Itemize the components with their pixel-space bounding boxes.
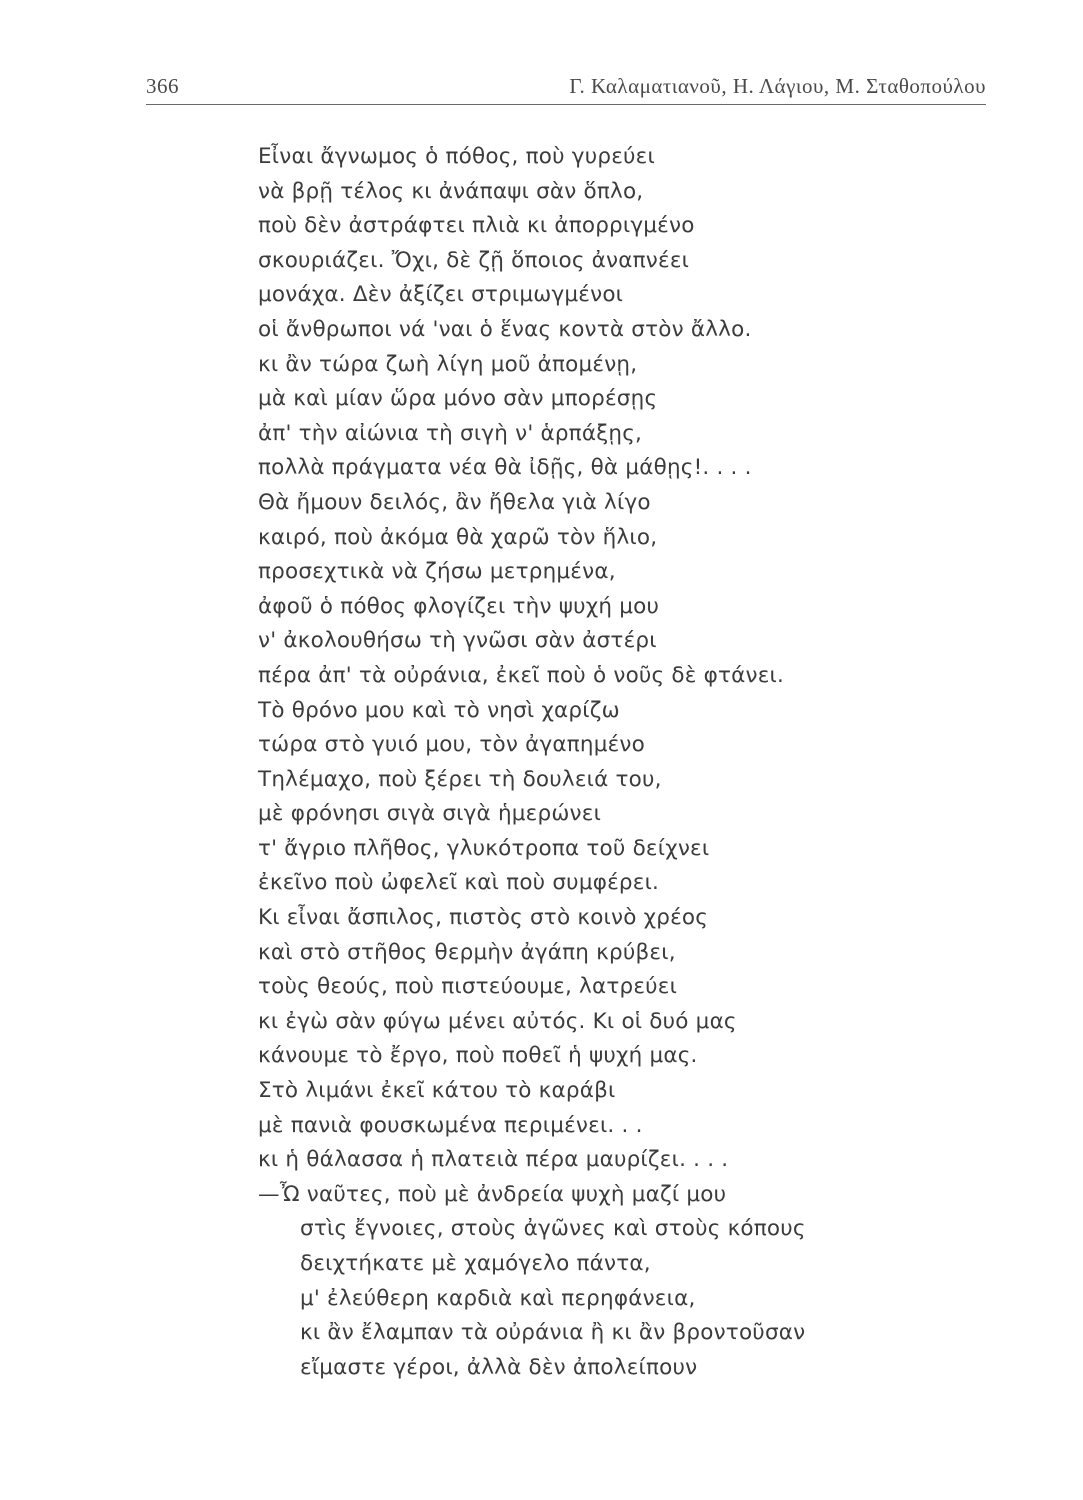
poem-line: κι ἐγὼ σὰν φύγω μένει αὐτός. Κι οἱ δυό μας xyxy=(258,1008,737,1034)
poem-line: Κι εἶναι ἄσπιλος, πιστὸς στὸ κοινὸ χρέος xyxy=(258,905,709,931)
poem-line: ἀπ' τὴν αἰώνια τὴ σιγὴ ν' ἁρπάξῃς, xyxy=(258,420,643,446)
poem-line: δειχτήκατε μὲ χαμόγελο πάντα, xyxy=(300,1251,651,1276)
poem-line: πέρα ἀπ' τὰ οὐράνια, ἐκεῖ ποὺ ὁ νοῦς δὲ φτάνει. xyxy=(258,662,785,688)
page-number: 366 xyxy=(146,74,179,98)
running-head: Γ. Καλαματιανοῦ, Η. Λάγιου, Μ. Σταθοπούλου xyxy=(569,74,986,98)
header-rule xyxy=(146,104,986,105)
poem-line: νὰ βρῇ τέλος κι ἀνάπαψι σὰν ὅπλο, xyxy=(258,178,644,204)
poem-line: τώρα στὸ γυιό μου, τὸν ἀγαπημένο xyxy=(258,732,645,758)
poem-line: πολλὰ πράγματα νέα θὰ ἰδῇς, θὰ μάθῃς!. . . . xyxy=(258,455,752,481)
poem-line: κι ἂν ἔλαμπαν τὰ οὐράνια ἢ κι ἂν βροντοῦσαν xyxy=(300,1320,806,1346)
poem-line: μὰ καὶ μίαν ὥρα μόνο σὰν μπορέσῃς xyxy=(258,386,658,412)
poem-line: Τὸ θρόνο μου καὶ τὸ νησὶ χαρίζω xyxy=(258,697,620,723)
poem-line: μονάχα. Δὲν ἀξίζει στριμωγμένοι xyxy=(258,282,624,308)
poem-line: καὶ στὸ στῆθος θερμὴν ἀγάπη κρύβει, xyxy=(258,939,676,965)
poem-line: Θὰ ἤμουν δειλός, ἂν ἤθελα γιὰ λίγο xyxy=(258,489,651,515)
poem-line: μ' ἐλεύθερη καρδιὰ καὶ περηφάνεια, xyxy=(300,1285,696,1311)
page-header xyxy=(146,70,986,110)
poem-line: Εἶναι ἄγνωμος ὁ πόθος, ποὺ γυρεύει xyxy=(258,144,655,169)
poem-line: τ' ἄγριο πλῆθος, γλυκότροπα τοῦ δείχνει xyxy=(258,835,710,861)
poem-line: ν' ἀκολουθήσω τὴ γνῶσι σὰν ἀστέρι xyxy=(258,628,657,654)
poem-line: στὶς ἔγνοιες, στοὺς ἀγῶνες καὶ στοὺς κόπους xyxy=(300,1216,806,1242)
poem-line: ἐκεῖνο ποὺ ὠφελεῖ καὶ ποὺ συμφέρει. xyxy=(258,870,660,896)
poem-line: σκουριάζει. Ὄχι, δὲ ζῇ ὅποιος ἀναπνέει xyxy=(258,247,690,273)
poem-line: καιρό, ποὺ ἀκόμα θὰ χαρῶ τὸν ἥλιο, xyxy=(258,524,658,550)
poem-line: προσεχτικὰ νὰ ζήσω μετρημένα, xyxy=(258,559,616,585)
poem-line: μὲ φρόνησι σιγὰ σιγὰ ἡμερώνει xyxy=(258,801,602,827)
poem-line: κι ἡ θάλασσα ἡ πλατειὰ πέρα μαυρίζει. . . . xyxy=(258,1147,729,1173)
poem-line: οἱ ἄνθρωποι νά 'ναι ὁ ἕνας κοντὰ στὸν ἄλλο. xyxy=(258,316,752,342)
poem-line: κι ἂν τώρα ζωὴ λίγη μοῦ ἀπομένῃ, xyxy=(258,351,638,377)
poem-line: —Ὦ ναῦτες, ποὺ μὲ ἀνδρεία ψυχὴ μαζί μου xyxy=(258,1181,727,1207)
poem-line: εἴμαστε γέροι, ἀλλὰ δὲν ἀπολείπουν xyxy=(300,1354,698,1380)
poem-line: Τηλέμαχο, ποὺ ξέρει τὴ δουλειά του, xyxy=(258,766,662,792)
poem-line: ποὺ δὲν ἀστράφτει πλιὰ κι ἀπορριγμένο xyxy=(258,213,695,239)
poem-line: Στὸ λιμάνι ἐκεῖ κάτου τὸ καράβι xyxy=(258,1078,616,1104)
poem-line: ἀφοῦ ὁ πόθος φλογίζει τὴν ψυχή μου xyxy=(258,593,660,619)
poem-body xyxy=(258,140,958,1385)
poem-line: μὲ πανιὰ φουσκωμένα περιμένει. . . xyxy=(258,1112,643,1138)
poem-line: κάνουμε τὸ ἔργο, ποὺ ποθεῖ ἡ ψυχή μας. xyxy=(258,1043,698,1069)
poem-line: τοὺς θεούς, ποὺ πιστεύουμε, λατρεύει xyxy=(258,974,678,1000)
